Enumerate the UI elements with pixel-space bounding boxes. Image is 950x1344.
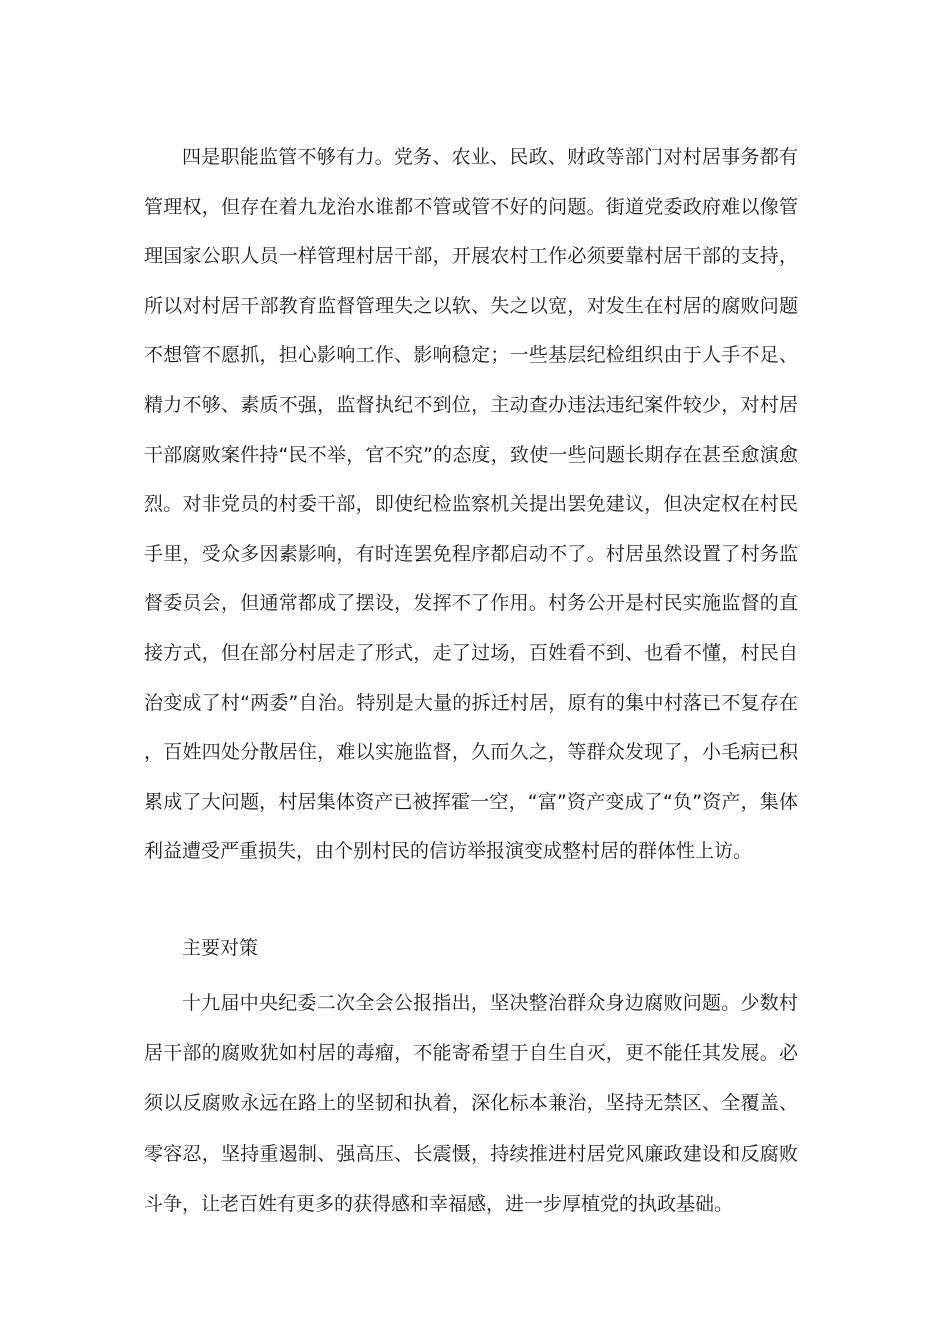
- paragraph-text: 四是职能监管不够有力。党务、农业、民政、财政等部门对村居事务都有管理权，但存在着九龙治水谁都不管或管不好的问题。街道党委政府难以像管理国家公职人员一样管理村居干部，开展农村工作必须要靠村居干部的支持，所以对村居干部教育监督管理失之以软、失之以宽，对发生在村居的腐败问题不想管不愿抓，担心影响工作、影响稳定；一些基层纪检组织由于人手不足、精力不够、素质不强，监督执纪不到位，主动查办违法违纪案件较少，对村居干部腐败案件持“民不举，官不究”的态度，致使一些问题长期存在甚至愈演愈烈。对非党员的村委干部，即使纪检监察机关提出罢免建议，但决定权在村民手里，受众多因素影响，有时连罢免程序都启动不了。村居虽然设置了村务监督委员会，但通常都成了摆设，发挥不了作用。村务公开是村民实施监督的直接方式，但在部分村居走了形式，走了过场，百姓看不到、也看不懂，村民自治变成了村“两委”自治。特别是大量的拆迁村居，原有的集中村落已不复存在，百姓四处分散居住，难以实施监督，久而久之，等群众发现了，小毛病已积累成了大问题，村居集体资产已被挥霍一空，“富”资产变成了“负”资产，集体利益遭受严重损失，由个别村民的信访举报演变成整村居的群体性上访。: [144, 146, 798, 863]
- section-heading: [144, 928, 798, 968]
- paragraph-text: 十九届中央纪委二次全会公报指出，坚决整治群众身边腐败问题。少数村居干部的腐败犹如村居的毒瘤，不能寄希望于自生自灭，更不能任其发展。必须以反腐败永远在路上的坚韧和执着，深化标本兼治，坚持无禁区、全覆盖、零容忍，坚持重遏制、强高压、长震慑，持续推进村居党风廉政建设和反腐败斗争，让老百姓有更多的获得感和幸福感，进一步厚植党的执政基础。: [144, 992, 798, 1215]
- heading-text: 主要对策: [182, 937, 259, 959]
- body-paragraph-countermeasures: [144, 978, 798, 1229]
- body-paragraph-supervision: [144, 133, 798, 877]
